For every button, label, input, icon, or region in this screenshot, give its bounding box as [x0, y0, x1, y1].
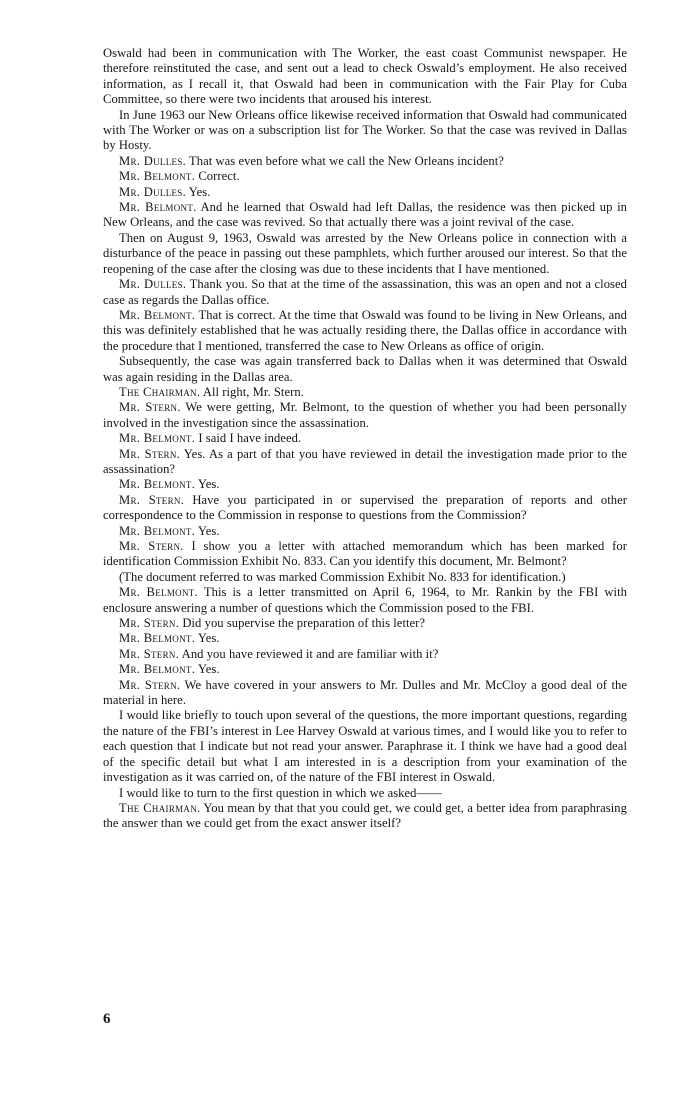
speaker-label: Mr. Belmont.: [119, 523, 196, 538]
paragraph-text: Yes.: [197, 631, 220, 646]
speaker-label: Mr. Stern.: [119, 539, 184, 553]
paragraph: [103, 169, 627, 184]
speaker-label: Mr. Stern.: [119, 492, 185, 507]
paragraph: [103, 647, 627, 662]
speaker-label: Mr. Stern.: [119, 646, 180, 661]
paragraph-text: And he learned that Oswald had left Dallas, the residence was then picked up in New Orleans, and the case was revived. So that actually there was a joint revival of the case.: [103, 200, 627, 230]
paragraph: [103, 493, 627, 524]
paragraph-text: Yes.: [197, 523, 220, 538]
paragraph-text: Oswald had been in communication with The Worker, the east coast Communist newspaper. He therefore reinstituted the case, and sent out a lead to check Oswald’s employment. He also received information, as I recall it, that Oswald had been in communication with the Fair Play for Cuba Committee, so there were two incidents that aroused his interest.: [103, 46, 627, 107]
speaker-label: Mr. Dulles.: [119, 184, 187, 199]
paragraph-text: I show you a letter with attached memorandum which has been marked for identification Commission Exhibit No. 833. Can you identify this document, Mr. Belmont?: [103, 539, 627, 569]
paragraph: [103, 431, 627, 446]
paragraph: [103, 662, 627, 677]
paragraph: [103, 200, 627, 231]
paragraph-text: Yes.: [197, 662, 220, 677]
paragraph-text: That was even before what we call the New Orleans incident?: [189, 153, 504, 168]
paragraph: [103, 570, 627, 585]
transcript-body: [103, 46, 627, 832]
paragraph-text: Correct.: [198, 169, 240, 184]
speaker-label: Mr. Belmont.: [119, 662, 196, 677]
speaker-label: The Chairman.: [119, 800, 201, 815]
speaker-label: Mr. Stern.: [119, 446, 181, 461]
paragraph-text: I said I have indeed.: [198, 431, 302, 446]
paragraph: [103, 801, 627, 832]
paragraph-text: All right, Mr. Stern.: [202, 384, 304, 399]
paragraph: [103, 708, 627, 785]
paragraph-text: This is a letter transmitted on April 6, 1964, to Mr. Rankin by the FBI with enclosure answering a number of questions which the Commission posed to the FBI.: [103, 585, 628, 615]
paragraph: [103, 447, 627, 478]
paragraph-text: Have you participated in or supervised the preparation of reports and other correspondence to the Commission in response to questions from the Commission?: [103, 492, 627, 523]
paragraph: [103, 477, 627, 492]
paragraph: [103, 154, 627, 169]
paragraph-text: Then on August 9, 1963, Oswald was arrested by the New Orleans police in connection with a disturbance of the peace in passing out these pamphlets, which further aroused our interest. So that the reopening of the case after the closing was due to these incidents that I have mentioned.: [103, 230, 627, 276]
speaker-label: Mr. Belmont.: [119, 200, 197, 215]
paragraph-text: Yes.: [188, 184, 211, 199]
paragraph: [103, 46, 627, 108]
paragraph: [103, 308, 627, 354]
paragraph-text: Yes. As a part of that you have reviewed in detail the investigation made prior to the assassination?: [103, 446, 627, 476]
speaker-label: The Chairman.: [119, 384, 201, 399]
speaker-label: Mr. Dulles.: [119, 277, 187, 292]
paragraph-text: We were getting, Mr. Belmont, to the question of whether you had been personally involved in the investigation since the assassination.: [103, 400, 627, 430]
paragraph: [103, 277, 627, 308]
paragraph: [103, 631, 627, 646]
paragraph-text: I would like briefly to touch upon several of the questions, the more important questions, regarding the nature of the FBI’s interest in Lee Harvey Oswald at various times, and I would like you to refer to each question that I indicate but not read your answer. Paraphrase it. I think we have had a good deal of the specific detail but what I am interested in is a description from your examination of the investigation as it was carried on, of the nature of the FBI interest in Oswald.: [103, 708, 627, 785]
speaker-label: Mr. Stern.: [119, 400, 181, 415]
paragraph-text: (The document referred to was marked Commission Exhibit No. 833 for identification.): [119, 569, 566, 584]
paragraph: [103, 678, 627, 709]
paragraph: [103, 385, 627, 400]
speaker-label: Mr. Belmont.: [119, 585, 199, 600]
paragraph-text: And you have reviewed it and are familiar with it?: [181, 646, 439, 661]
speaker-label: Mr. Belmont.: [119, 307, 196, 322]
speaker-label: Mr. Belmont.: [119, 431, 196, 446]
speaker-label: Mr. Belmont.: [119, 169, 196, 184]
speaker-label: Mr. Belmont.: [119, 477, 196, 492]
paragraph: [103, 616, 627, 631]
paragraph: [103, 354, 627, 385]
paragraph: [103, 524, 627, 539]
paragraph-text: Subsequently, the case was again transferred back to Dallas when it was determined that Oswald was again residing in the Dallas area.: [103, 354, 627, 384]
paragraph-text: You mean by that that you could get, we could get, a better idea from paraphrasing the answer than we could get from the exact answer itself?: [103, 800, 627, 831]
speaker-label: Mr. Belmont.: [119, 631, 196, 646]
page-number: 6: [103, 1011, 111, 1027]
paragraph: [103, 585, 627, 616]
speaker-label: Mr. Stern.: [119, 677, 181, 692]
paragraph-text: Yes.: [197, 477, 220, 492]
speaker-label: Mr. Stern.: [119, 616, 180, 631]
speaker-label: Mr. Dulles.: [119, 153, 187, 168]
paragraph: [103, 185, 627, 200]
paragraph: [103, 108, 627, 154]
paragraph: [103, 786, 627, 801]
paragraph-text: Thank you. So that at the time of the assassination, this was an open and not a closed case as regards the Dallas office.: [103, 277, 627, 307]
paragraph: [103, 539, 627, 570]
paragraph: [103, 400, 627, 431]
paragraph: [103, 231, 627, 277]
paragraph-text: Did you supervise the preparation of this letter?: [182, 616, 426, 631]
paragraph-text: In June 1963 our New Orleans office likewise received information that Oswald had communicated with The Worker or was on a subscription list for The Worker. So that the case was revived in Dallas by Hosty.: [103, 107, 627, 153]
paragraph-text: We have covered in your answers to Mr. Dulles and Mr. McCloy a good deal of the material in here.: [103, 677, 627, 708]
paragraph-text: I would like to turn to the first question in which we asked——: [119, 785, 442, 800]
paragraph-text: That is correct. At the time that Oswald was found to be living in New Orleans, and this was definitely established that he was actually residing there, the Dallas office in accordance with the procedure that I mentioned, transferred the case to New Orleans as office of origin.: [103, 307, 627, 353]
